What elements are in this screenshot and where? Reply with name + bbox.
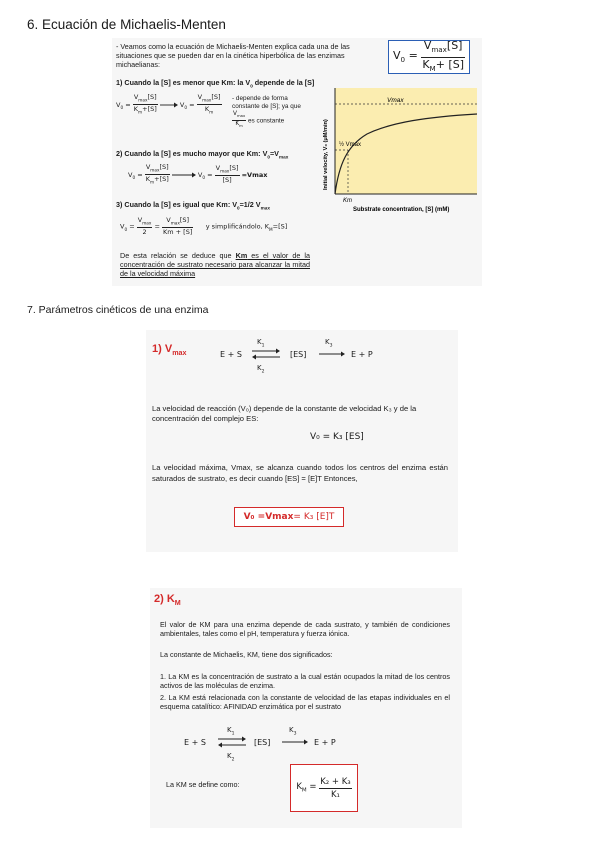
vmax-paragraph-1: La velocidad de reacción (V₀) depende de la constante de velocidad K₃ y de la concentración del complejo ES: (152, 404, 417, 423)
equilibrium-arrows-icon (252, 348, 280, 360)
km-card (150, 588, 462, 828)
km-paragraph-2: La constante de Michaelis, KM, tiene dos significados: (160, 650, 333, 659)
vmax-reaction-scheme: E + S $K_1$ $K_2$ [ES] $K_3$ E + P (220, 338, 373, 375)
km-label: Km (343, 198, 352, 204)
michaelis-menten-card (112, 38, 482, 286)
case-2-title: 2) Cuando la [S] es mucho mayor que Km: $V_0=V_{max}$ (116, 149, 289, 160)
vmax-card (146, 330, 458, 552)
section-7-title: 7. Parámetros cinéticos de una enzima (27, 304, 209, 316)
case-3-title: 3) Cuando la [S] es igual que Km: $V_0=1/2$ $V_{max}$ (116, 200, 270, 211)
list-item: 1. La KM es la concentración de sustrato a la cual están ocupados la mitad de los centros activos de las moléculas de enzima. (160, 672, 450, 690)
case-1-equation: $V_0$ = $\frac{V_{max}[S]}{K_m+[S]}$ $V_0$ = $\frac{V_{max}[S]}{K_m}$ (116, 93, 221, 115)
arrow-icon (160, 102, 178, 108)
case-1-title: 1) Cuando la [S] es menor que Km: la $V_0$ depende de la [S] (116, 78, 315, 89)
v0-symbol: $V_0$ = (393, 49, 422, 65)
arrow-icon (172, 172, 196, 178)
arrow-icon (282, 739, 308, 745)
case-2-equation: $V_0$ = $\frac{V_{max}[S]}{K_m+[S]}$ $V_0$ = $\frac{V_{max}[S]}{[S]}$ =Vmax (128, 163, 268, 185)
km-heading: 2) $K_M$ (154, 593, 181, 608)
km-reaction-scheme: E + S $K_1$ $K_2$ [ES] $K_3$ E + P (184, 726, 336, 763)
graph-y-label: Initial velocity, V₀ (μM/min) (323, 119, 329, 190)
km-meaning-list (160, 672, 450, 711)
vmax-result-box: V₀ = Vmax = K₃ [E]T (234, 507, 344, 527)
vmax-paragraph-2: La velocidad máxima, Vmax, se alcanza cuando todos los centros del enzima están saturados de sustrato, es decir cuando [ES] = [E]T Entonces, (152, 463, 448, 483)
arrow-icon (319, 351, 345, 357)
main-fraction: $\frac{V_{max}[S]}{K_M+ [S]}$ (422, 39, 464, 73)
section-6-title: 6. Ecuación de Michaelis-Menten (27, 17, 226, 32)
equilibrium-arrows-icon (218, 736, 246, 748)
list-item: 2. La KM está relacionada con la constante de velocidad de las etapas individuales en el esquema catalítico: AFINIDAD enzimática por el sustrato (160, 693, 450, 711)
km-paragraph-1: El valor de KM para una enzima depende de cada sustrato, y también de condiciones ambientales, tales como el pH, temperatura y fuerza iónica. (160, 620, 450, 638)
graph-x-label: Substrate concentration, [S] (mM) (353, 207, 450, 213)
km-define-text: La KM se define como: (166, 780, 240, 789)
vmax-equation-1: V₀ = K₃ [ES] (310, 432, 364, 442)
half-vmax-label: ½ Vmax (339, 142, 362, 148)
case-1-note: - depende de forma constante de [S]; ya que $\frac{V_{max}}{K_m}$ es constante (232, 95, 301, 129)
main-equation-box (388, 40, 470, 74)
case-3-equation: $V_0$ = $\frac{V_{max}}{2}$ = $\frac{V_{max}[S]}{Km + [S]}$ y simplificándolo, $K_M=[S]$ (120, 216, 288, 237)
conclusion-text: De esta relación se deduce que Km es el valor de la concentración de sustrato necesario para alcanzar la mitad de la velocidad máxima (120, 251, 310, 278)
vmax-label: Vmax (387, 97, 404, 104)
intro-text: - Veamos como la ecuación de Michaelis-Menten explica cada una de las situaciones que se pueden dar en la cinética hiperbólica de las enzimas michaelianas: (116, 42, 350, 69)
vmax-heading: 1) $V_{max}$ (152, 343, 187, 358)
michaelis-menten-graph (317, 84, 480, 214)
km-formula-box: $K_M$ = $\frac{\text{K₂ + K₃}}{\text{K₁}}$ (290, 764, 358, 812)
